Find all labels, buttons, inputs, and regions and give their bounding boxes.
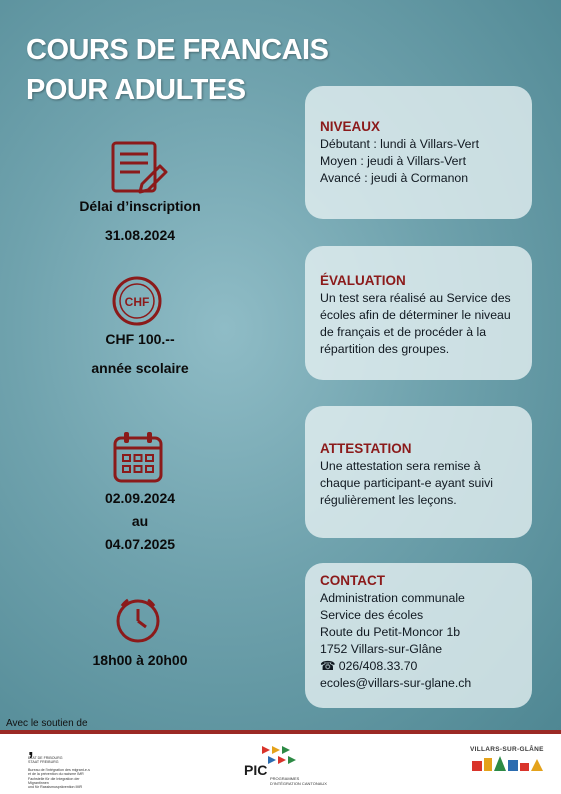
niveau-item: Moyen : jeudi à Villars-Vert bbox=[320, 154, 467, 168]
vsg-logo-text: VILLARS-SUR-GLÂNE bbox=[470, 746, 544, 753]
start-date: 02.09.2024 bbox=[104, 490, 176, 506]
villars-sur-glane-logo bbox=[470, 746, 546, 778]
date-separator: au bbox=[131, 513, 149, 529]
contact-phone-row bbox=[320, 658, 518, 675]
niveaux-heading: NIVEAUX bbox=[320, 119, 381, 134]
fribourg-logo bbox=[28, 738, 98, 790]
title-line-2: POUR ADULTES bbox=[26, 74, 246, 106]
niveau-item: Débutant : lundi à Villars-Vert bbox=[320, 137, 480, 151]
deadline-label: Délai d’inscription bbox=[79, 198, 201, 214]
vsg-skyline-icon bbox=[470, 753, 546, 773]
time: 18h00 à 20h00 bbox=[92, 652, 188, 668]
pic-logo-text: PIC bbox=[244, 762, 268, 778]
contact-line: Administration communale bbox=[320, 591, 465, 605]
contact-heading: CONTACT bbox=[320, 573, 385, 588]
card-evaluation bbox=[305, 246, 532, 380]
price: CHF 100.-- bbox=[105, 331, 175, 347]
fribourg-logo-line: Fachstelle für die Integration der Migrantinnen bbox=[28, 776, 80, 786]
end-date: 04.07.2025 bbox=[104, 536, 176, 552]
card-contact bbox=[305, 563, 532, 708]
pic-logo-subtitle: PROGRAMMES D’INTÉGRATION CANTONAUX bbox=[270, 776, 327, 786]
price-period: année scolaire bbox=[91, 360, 189, 376]
fribourg-logo-line: et de la prévention du racisme IMR bbox=[28, 772, 84, 777]
fribourg-logo-line: STAAT FREIBURG bbox=[28, 760, 59, 765]
contact-line: Route du Petit-Moncor 1b bbox=[320, 625, 461, 639]
evaluation-text: Un test sera réalisé au Service des écoles afin de déterminer le niveau de français et de procéder à la répartition des groupes. bbox=[320, 291, 511, 356]
title-line-1: COURS DE FRANCAIS bbox=[26, 34, 329, 66]
deadline-date: 31.08.2024 bbox=[104, 227, 176, 243]
chf-coin-icon bbox=[108, 276, 166, 326]
contact-line: Service des écoles bbox=[320, 608, 424, 622]
attestation-text: Une attestation sera remise à chaque participant-e ayant suivi régulièrement les leçons. bbox=[320, 459, 493, 507]
evaluation-heading: ÉVALUATION bbox=[320, 273, 406, 288]
phone-icon: ☎ bbox=[320, 659, 336, 673]
registration-form-icon bbox=[110, 140, 168, 196]
calendar-icon bbox=[112, 430, 164, 484]
fribourg-logo-line: und für Rassismusprävention IMR bbox=[28, 785, 83, 790]
fribourg-mark-icon: , bbox=[28, 738, 34, 760]
page-title bbox=[26, 30, 328, 110]
chf-icon-text: CHF bbox=[124, 295, 150, 309]
niveau-item: Avancé : jeudi à Cormanon bbox=[320, 171, 469, 185]
card-niveaux bbox=[305, 86, 532, 219]
card-attestation bbox=[305, 406, 532, 538]
contact-line: 1752 Villars-sur-Glâne bbox=[320, 642, 443, 656]
clock-icon bbox=[112, 594, 164, 646]
fribourg-logo-line: ETAT DE FRIBOURG bbox=[28, 756, 63, 760]
support-text: Avec le soutien de bbox=[6, 718, 88, 729]
fribourg-logo-line: Bureau de l’intégration des migrant-e-s bbox=[28, 767, 90, 772]
contact-email[interactable]: ecoles@villars-sur-glane.ch bbox=[320, 676, 472, 690]
contact-phone[interactable]: 026/408.33.70 bbox=[338, 659, 418, 673]
attestation-heading: ATTESTATION bbox=[320, 441, 412, 456]
